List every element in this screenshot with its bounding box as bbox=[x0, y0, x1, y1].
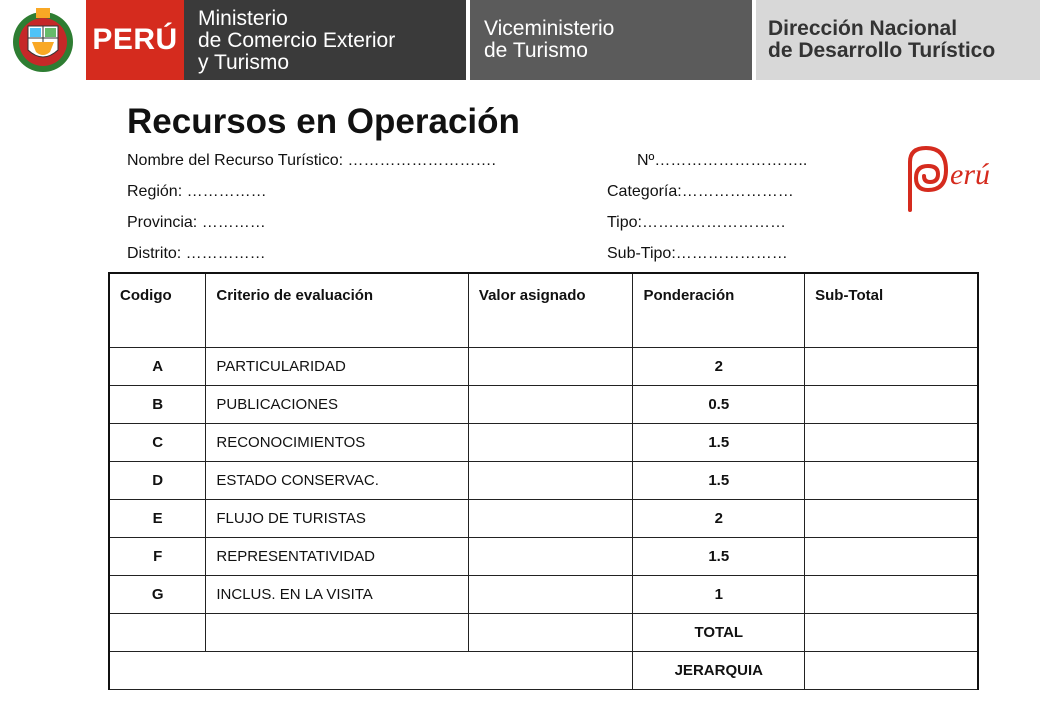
viceministerio-block bbox=[470, 0, 752, 80]
logo-text: erú bbox=[950, 158, 990, 191]
header-criterio: Criterio de evaluación bbox=[206, 273, 469, 348]
row-code: D bbox=[109, 462, 206, 500]
row-criterio: ESTADO CONSERVAC. bbox=[206, 462, 469, 500]
table-row bbox=[109, 538, 978, 576]
direccion-block bbox=[756, 0, 1040, 80]
row-valor-cell[interactable] bbox=[468, 538, 633, 576]
page-title: Recursos en Operación bbox=[127, 102, 520, 141]
coat-of-arms-icon bbox=[8, 4, 78, 76]
table-row bbox=[109, 424, 978, 462]
row-ponderacion: 2 bbox=[633, 348, 805, 386]
categoria-field: Categoría:………………… bbox=[607, 183, 794, 200]
jerarquia-label: JERARQUIA bbox=[633, 652, 805, 690]
total-value-cell[interactable] bbox=[805, 614, 978, 652]
row-code: C bbox=[109, 424, 206, 462]
row-criterio: FLUJO DE TURISTAS bbox=[206, 500, 469, 538]
row-subtotal-cell[interactable] bbox=[805, 576, 978, 614]
row-valor-cell[interactable] bbox=[468, 462, 633, 500]
direccion-line-2: de Desarrollo Turístico bbox=[768, 39, 996, 62]
row-valor-cell[interactable] bbox=[468, 424, 633, 462]
row-ponderacion: 1 bbox=[633, 576, 805, 614]
row-subtotal-cell[interactable] bbox=[805, 500, 978, 538]
row-code: E bbox=[109, 500, 206, 538]
row-ponderacion: 1.5 bbox=[633, 538, 805, 576]
header-ponderacion: Ponderación bbox=[633, 273, 805, 348]
vice-line-2: de Turismo bbox=[484, 39, 588, 62]
row-ponderacion: 1.5 bbox=[633, 424, 805, 462]
jerarquia-value-cell[interactable] bbox=[805, 652, 978, 690]
peru-label: PERÚ bbox=[92, 23, 178, 56]
total-label: TOTAL bbox=[633, 614, 805, 652]
jerarquia-row bbox=[109, 652, 978, 690]
header-banner bbox=[0, 0, 1040, 80]
distrito-field: Distrito: …………… bbox=[127, 245, 266, 262]
vice-line-1: Viceministerio bbox=[484, 17, 615, 40]
subtipo-field: Sub-Tipo:………………… bbox=[607, 245, 788, 262]
tipo-field: Tipo:……………………… bbox=[607, 214, 786, 231]
evaluation-table bbox=[108, 272, 979, 690]
table-row bbox=[109, 348, 978, 386]
header-valor: Valor asignado bbox=[468, 273, 633, 348]
ministerio-block bbox=[184, 0, 466, 80]
row-criterio: REPRESENTATIVIDAD bbox=[206, 538, 469, 576]
header-codigo: Codigo bbox=[109, 273, 206, 348]
peru-brand-block bbox=[86, 0, 184, 80]
row-criterio: INCLUS. EN LA VISITA bbox=[206, 576, 469, 614]
table-row bbox=[109, 462, 978, 500]
jerarquia-empty-cell bbox=[206, 652, 469, 690]
row-valor-cell[interactable] bbox=[468, 348, 633, 386]
row-ponderacion: 0.5 bbox=[633, 386, 805, 424]
row-criterio: RECONOCIMIENTOS bbox=[206, 424, 469, 462]
region-field: Región: …………… bbox=[127, 183, 267, 200]
row-subtotal-cell[interactable] bbox=[805, 424, 978, 462]
ministerio-line-3: y Turismo bbox=[198, 51, 290, 74]
total-empty-cell bbox=[206, 614, 469, 652]
table-header-row bbox=[109, 273, 978, 348]
total-empty-cell bbox=[468, 614, 633, 652]
table-row bbox=[109, 576, 978, 614]
header-subtotal: Sub-Total bbox=[805, 273, 978, 348]
jerarquia-empty-cell bbox=[468, 652, 633, 690]
row-criterio: PARTICULARIDAD bbox=[206, 348, 469, 386]
row-subtotal-cell[interactable] bbox=[805, 348, 978, 386]
row-code: G bbox=[109, 576, 206, 614]
row-valor-cell[interactable] bbox=[468, 500, 633, 538]
provincia-field: Provincia: ………… bbox=[127, 214, 266, 231]
ministerio-line-2: de Comercio Exterior bbox=[198, 29, 396, 52]
table-row bbox=[109, 386, 978, 424]
row-code: F bbox=[109, 538, 206, 576]
total-row bbox=[109, 614, 978, 652]
row-code: B bbox=[109, 386, 206, 424]
ministerio-line-1: Ministerio bbox=[198, 7, 288, 30]
row-valor-cell[interactable] bbox=[468, 576, 633, 614]
row-subtotal-cell[interactable] bbox=[805, 538, 978, 576]
row-ponderacion: 2 bbox=[633, 500, 805, 538]
row-criterio: PUBLICACIONES bbox=[206, 386, 469, 424]
marca-peru-logo bbox=[900, 140, 1025, 220]
row-subtotal-cell[interactable] bbox=[805, 462, 978, 500]
total-empty-cell bbox=[109, 614, 206, 652]
table-row bbox=[109, 500, 978, 538]
row-subtotal-cell[interactable] bbox=[805, 386, 978, 424]
row-valor-cell[interactable] bbox=[468, 386, 633, 424]
direccion-line-1: Dirección Nacional bbox=[768, 17, 958, 40]
row-ponderacion: 1.5 bbox=[633, 462, 805, 500]
nombre-field: Nombre del Recurso Turístico: ………………………. bbox=[127, 152, 496, 169]
numero-field: Nº……………………….. bbox=[637, 152, 808, 169]
row-code: A bbox=[109, 348, 206, 386]
jerarquia-empty-cell bbox=[109, 652, 206, 690]
